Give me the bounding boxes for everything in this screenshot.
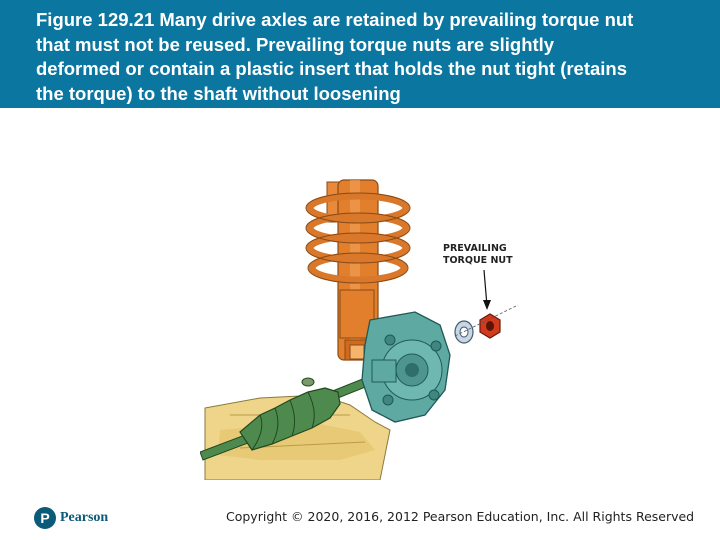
callout-line: PREVAILING [443,243,507,254]
title-line: the torque) to the shaft without loosening [36,82,401,104]
pearson-logo [34,505,108,531]
title-bar [0,0,720,108]
copyright-notice: Copyright © 2020, 2016, 2012 Pearson Education, Inc. All Rights Reserved [226,509,695,524]
callout-arrow [483,270,491,310]
steering-knuckle [362,312,450,422]
prevailing-torque-nut [480,314,500,338]
slide-title [36,8,696,106]
title-line: that must not be reused. Prevailing torque nuts are slightly [36,33,555,55]
drive-axle-illustration [200,160,540,480]
washer [455,321,473,343]
callout-line: TORQUE NUT [443,255,513,266]
title-line: deformed or contain a plastic insert that holds the nut tight (retains [36,58,628,79]
title-line: Figure 129.21 Many drive axles are retained by prevailing torque nut [36,9,634,30]
pearson-wordmark: Pearson [60,510,109,525]
pearson-mark-icon: P [34,507,56,529]
callout-label [443,243,563,267]
